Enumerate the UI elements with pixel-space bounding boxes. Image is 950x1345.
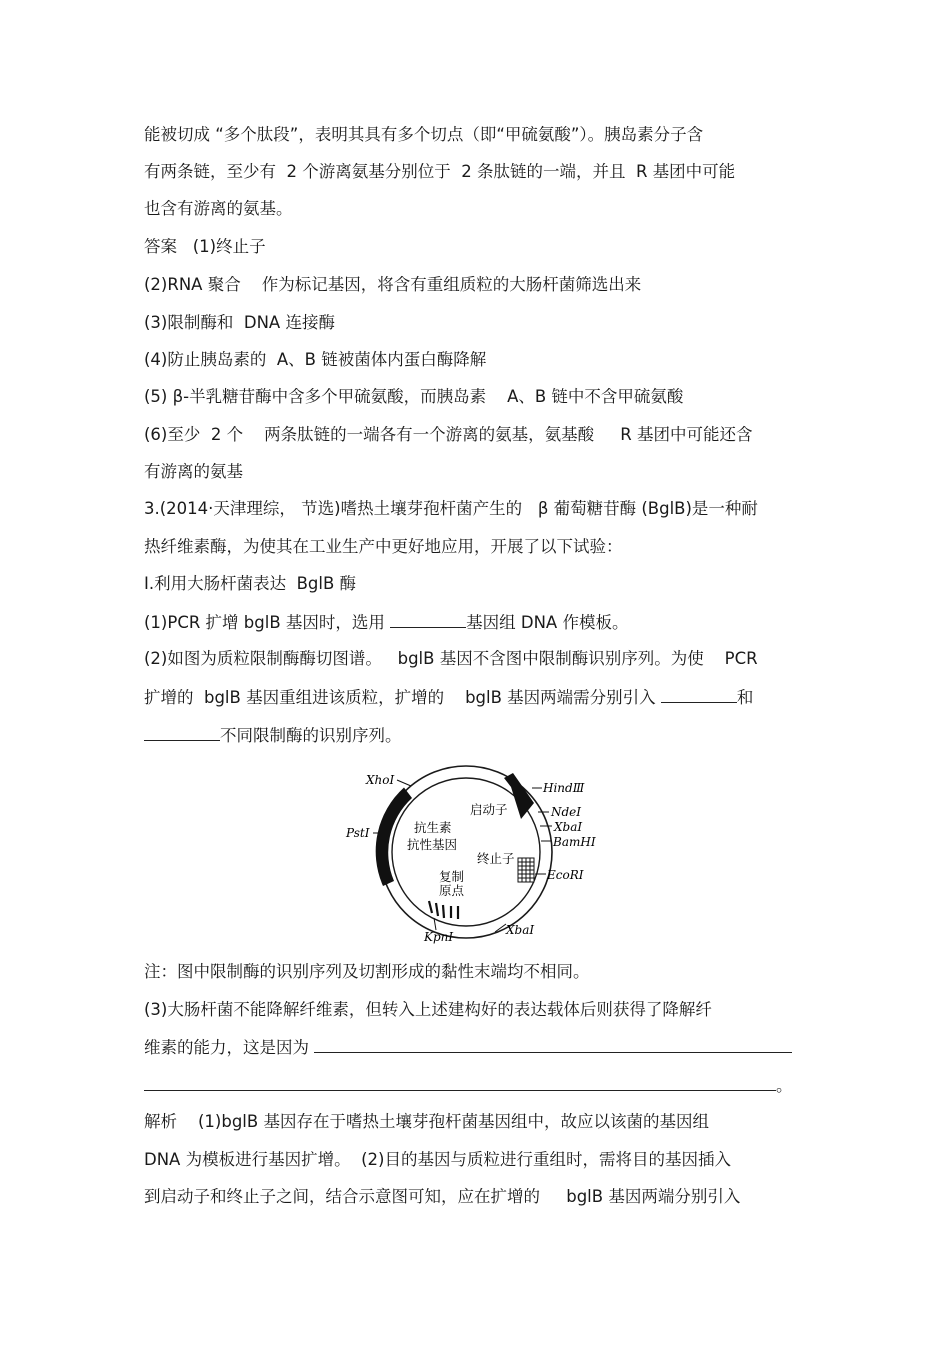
terminator-label: 终止子	[477, 851, 515, 866]
answer-4: (4)防止胰岛素的 A、B 链被菌体内蛋白酶降解	[144, 350, 487, 369]
ori-stripes	[429, 901, 458, 919]
question-2-text-end: 不同限制酶的识别序列。	[220, 726, 402, 745]
site-label-xba-1: XbaⅠ	[554, 820, 583, 834]
answer-6-cont: 有游离的氨基	[144, 462, 243, 481]
question-2-text: 扩增的 bglB 基因重组进该质粒，扩增的 bglB 基因两端需分别引入	[144, 688, 661, 707]
text-line-2: 有两条链，至少有 2 个游离氨基分别位于 2 条肽链的一端，并且 R 基团中可能	[144, 162, 736, 181]
question-1-text: (1)PCR 扩增 bglB 基因时，选用	[144, 613, 391, 632]
question-3-stem: 3.(2014·天津理综， 节选)嗜热土壤芽孢杆菌产生的 β 葡萄糖苷酶 (BglB)是一种耐	[144, 499, 758, 518]
section-I-heading: Ⅰ.利用大肠杆菌表达 BglB 酶	[144, 574, 357, 593]
promoter-arrow	[504, 773, 534, 819]
site-label-xba-2: XbaⅠ	[506, 923, 535, 937]
answer-2: (2)RNA 聚合 作为标记基因，将含有重组质粒的大肠杆菌筛选出来	[144, 275, 642, 294]
figure-note: 注：图中限制酶的识别序列及切割形成的黏性末端均不相同。	[144, 962, 590, 981]
promoter-label: 启动子	[470, 802, 508, 817]
question-3-text: 维素的能力，这是因为	[144, 1038, 315, 1057]
answer-blank-1[interactable]	[390, 611, 466, 628]
site-label-nde: NdeⅠ	[551, 805, 582, 819]
answer-6: (6)至少 2 个 两条肽链的一端各有一个游离的氨基，氨基酸 R 基团中可能还含	[144, 425, 753, 444]
question-3-cont	[144, 1036, 792, 1059]
site-label-pst: PstⅠ	[346, 826, 370, 840]
site-label-bam: BamHⅠ	[553, 835, 596, 849]
ori-label-line-2: 原点	[439, 883, 465, 898]
question-3-stem-cont: 热纤维素酶，为使其在工业生产中更好地应用，开展了以下试验：	[144, 537, 623, 556]
site-label-kpn: KpnⅠ	[424, 930, 454, 944]
explanation-line-1: 解析 (1)bglB 基因存在于嗜热土壤芽孢杆菌基因组中，故应以该菌的基因组	[144, 1112, 709, 1131]
text-line-1: 能被切成 “多个肽段”，表明其具有多个切点（即“甲硫氨酸”）。胰岛素分子含	[144, 125, 704, 144]
answer-3: (3)限制酶和 DNA 连接酶	[144, 313, 335, 332]
terminator-hatch	[518, 858, 534, 882]
antibiotic-label-line-1: 抗生素	[414, 820, 452, 835]
answer-blank-3[interactable]	[144, 724, 220, 741]
explanation-line-2: DNA 为模板进行基因扩增。 (2)目的基因与质粒进行重组时，需将目的基因插入	[144, 1150, 731, 1169]
site-label-eco: EcoRⅠ	[547, 868, 584, 882]
question-3-period: 。	[776, 1076, 793, 1095]
question-2: (2)如图为质粒限制酶酶切图谱。 bglB 基因不含图中限制酶识别序列。为使 PCR	[144, 649, 758, 668]
question-2-and: 和	[736, 688, 754, 707]
question-1	[144, 611, 628, 634]
question-2-cont	[144, 686, 753, 709]
answer-blank-5[interactable]	[144, 1074, 776, 1091]
question-3-blank-line	[144, 1074, 793, 1097]
question-3: (3)大肠杆菌不能降解纤维素，但转入上述建构好的表达载体后则获得了降解纤	[144, 1000, 712, 1019]
explanation-line-3: 到启动子和终止子之间，结合示意图可知，应在扩增的 bglB 基因两端分别引入	[144, 1187, 741, 1206]
question-2-cont-2	[144, 724, 402, 747]
plasmid-map-diagram	[330, 756, 620, 948]
antibiotic-label-line-2: 抗性基因	[407, 837, 458, 852]
answer-blank-4[interactable]	[314, 1036, 792, 1053]
answer-5: (5) β-半乳糖苷酶中含多个甲硫氨酸，而胰岛素 A、B 链中不含甲硫氨酸	[144, 387, 684, 406]
question-1-text-end: 基因组 DNA 作模板。	[466, 613, 629, 632]
text-line-3: 也含有游离的氨基。	[144, 199, 293, 218]
answer-blank-2[interactable]	[661, 686, 737, 703]
answer-heading: 答案 (1)终止子	[144, 237, 266, 256]
site-label-hind: HindⅢ	[543, 781, 585, 795]
site-label-xho: XhoⅠ	[366, 773, 395, 787]
ori-label-line-1: 复制	[439, 869, 465, 884]
